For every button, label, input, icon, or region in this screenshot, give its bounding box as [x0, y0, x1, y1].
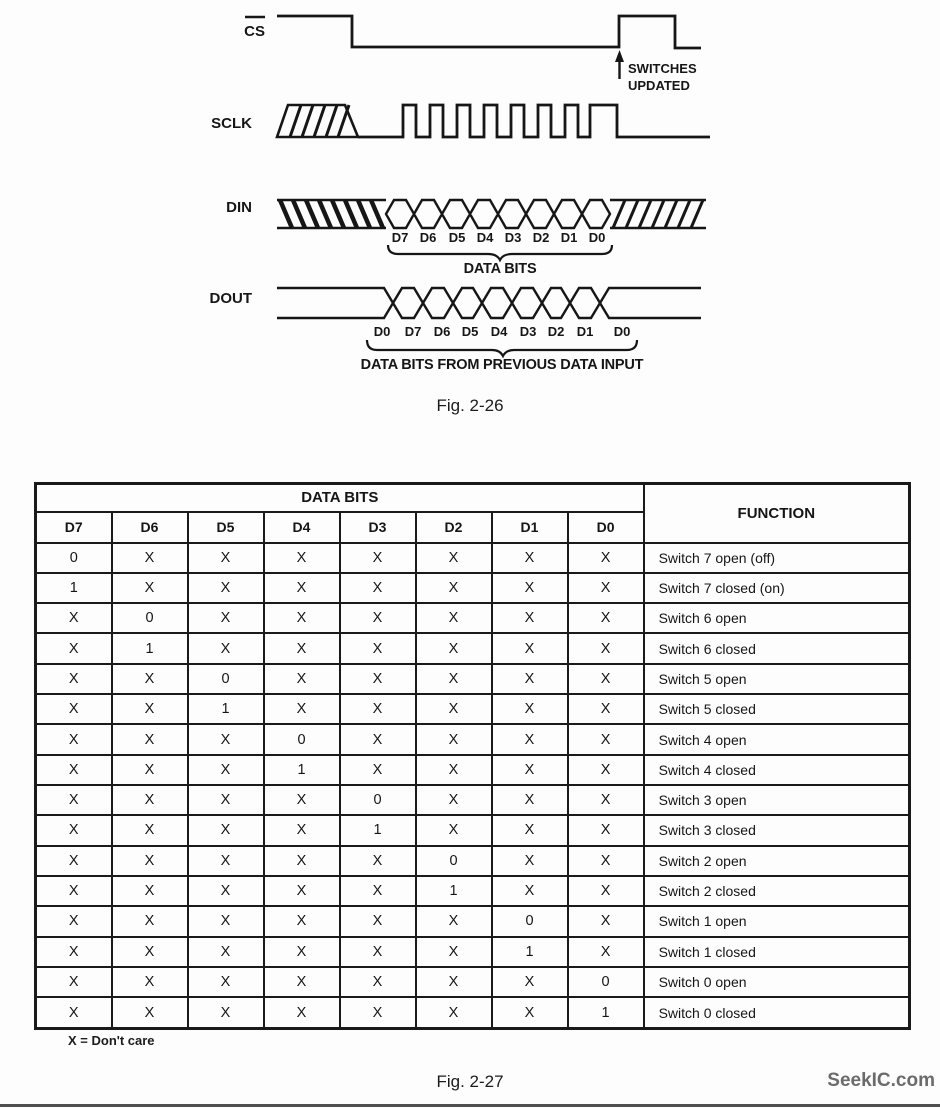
bit-cell: X	[36, 846, 112, 876]
function-cell: Switch 6 closed	[644, 633, 910, 663]
bit-cell: X	[36, 633, 112, 663]
bit-cell: 0	[568, 967, 644, 997]
bit-header-d5: D5	[188, 512, 264, 543]
table-row	[36, 664, 910, 694]
table-row	[36, 876, 910, 906]
bit-cell: X	[340, 997, 416, 1028]
bit-cell: X	[340, 573, 416, 603]
table-row	[36, 633, 910, 663]
dout-bit-label: D1	[576, 324, 594, 339]
bit-header-d7: D7	[36, 512, 112, 543]
din-bit-label: D0	[588, 230, 606, 245]
dout-bit-label: D7	[404, 324, 422, 339]
dont-care-footnote: X = Don't care	[68, 1033, 155, 1048]
bit-cell: X	[188, 755, 264, 785]
function-cell: Switch 6 open	[644, 603, 910, 633]
bit-cell: X	[264, 937, 340, 967]
table-row	[36, 694, 910, 724]
table-row	[36, 603, 910, 633]
function-cell: Switch 2 closed	[644, 876, 910, 906]
bit-cell: 1	[112, 633, 188, 663]
bit-cell: 1	[416, 876, 492, 906]
timing-diagram	[0, 0, 940, 430]
bit-cell: X	[568, 937, 644, 967]
data-bits-group-header: DATA BITS	[36, 484, 644, 512]
function-header: FUNCTION	[644, 484, 910, 543]
bit-cell: 1	[340, 815, 416, 845]
bit-cell: X	[492, 664, 568, 694]
dout-brace	[367, 340, 637, 356]
bit-cell: 1	[492, 937, 568, 967]
bit-cell: 0	[416, 846, 492, 876]
bit-cell: X	[264, 906, 340, 936]
bit-cell: X	[340, 937, 416, 967]
bit-cell: X	[112, 724, 188, 754]
table-row	[36, 937, 910, 967]
function-cell: Switch 4 closed	[644, 755, 910, 785]
bit-cell: X	[492, 573, 568, 603]
table-row	[36, 543, 910, 573]
figure-caption-2-27: Fig. 2-27	[436, 1072, 504, 1091]
bit-cell: X	[492, 603, 568, 633]
bit-header-d4: D4	[264, 512, 340, 543]
bit-cell: X	[112, 785, 188, 815]
switches-updated-arrowhead	[615, 50, 624, 62]
bit-cell: X	[416, 724, 492, 754]
bit-cell: X	[188, 573, 264, 603]
function-cell: Switch 7 closed (on)	[644, 573, 910, 603]
bit-cell: 1	[264, 755, 340, 785]
bit-cell: X	[36, 997, 112, 1028]
table-row	[36, 846, 910, 876]
bit-cell: X	[36, 937, 112, 967]
bit-cell: X	[36, 906, 112, 936]
function-cell: Switch 2 open	[644, 846, 910, 876]
bit-cell: X	[416, 967, 492, 997]
dout-brace-label: DATA BITS FROM PREVIOUS DATA INPUT	[360, 357, 644, 373]
bit-header-d6: D6	[112, 512, 188, 543]
bit-cell: X	[416, 815, 492, 845]
bit-cell: X	[188, 603, 264, 633]
bit-cell: X	[416, 755, 492, 785]
bit-cell: X	[36, 603, 112, 633]
table-body	[36, 543, 910, 1029]
dout-bit-label: D4	[490, 324, 508, 339]
bit-cell: X	[188, 967, 264, 997]
bit-cell: X	[340, 876, 416, 906]
bit-cell: X	[188, 846, 264, 876]
bit-cell: 1	[188, 694, 264, 724]
bit-cell: X	[340, 543, 416, 573]
bit-cell: X	[188, 937, 264, 967]
bit-cell: X	[492, 846, 568, 876]
cs-signal-label: CS	[244, 23, 265, 40]
bit-cell: X	[568, 846, 644, 876]
bit-cell: X	[264, 815, 340, 845]
bit-cell: X	[188, 997, 264, 1028]
bit-cell: X	[264, 876, 340, 906]
bit-cell: X	[188, 724, 264, 754]
bit-cell: X	[416, 664, 492, 694]
bit-cell: X	[188, 633, 264, 663]
bit-cell: X	[340, 967, 416, 997]
bit-cell: 0	[492, 906, 568, 936]
bit-cell: X	[112, 876, 188, 906]
bit-cell: X	[36, 755, 112, 785]
table-row	[36, 967, 910, 997]
cs-waveform	[277, 16, 701, 48]
bit-cell: X	[492, 785, 568, 815]
bit-cell: X	[492, 997, 568, 1028]
bit-cell: X	[568, 664, 644, 694]
bit-cell: X	[36, 967, 112, 997]
bit-cell: X	[188, 543, 264, 573]
bit-cell: X	[264, 967, 340, 997]
bit-cell: X	[340, 664, 416, 694]
bit-cell: X	[568, 876, 644, 906]
function-cell: Switch 3 closed	[644, 815, 910, 845]
bit-header-d1: D1	[492, 512, 568, 543]
bit-cell: X	[568, 573, 644, 603]
bit-cell: X	[568, 906, 644, 936]
bit-cell: X	[188, 785, 264, 815]
bit-cell: X	[264, 573, 340, 603]
din-bit-label: D5	[448, 230, 466, 245]
din-bit-label: D1	[560, 230, 578, 245]
function-cell: Switch 4 open	[644, 724, 910, 754]
bit-cell: X	[112, 967, 188, 997]
bit-cell: X	[416, 543, 492, 573]
bit-cell: X	[416, 997, 492, 1028]
bit-cell: X	[568, 543, 644, 573]
function-cell: Switch 1 open	[644, 906, 910, 936]
dout-signal-label: DOUT	[209, 290, 252, 307]
din-data-cells	[386, 200, 610, 228]
table-row	[36, 815, 910, 845]
bit-cell: X	[492, 724, 568, 754]
dout-bit-label: D3	[519, 324, 537, 339]
din-bit-label: D7	[391, 230, 409, 245]
bit-cell: X	[568, 633, 644, 663]
bit-cell: X	[36, 694, 112, 724]
table-row	[36, 573, 910, 603]
bit-cell: X	[492, 876, 568, 906]
seekic-watermark: SeekIC.com	[827, 1070, 935, 1091]
switches-updated-label-line1: SWITCHES	[628, 61, 697, 76]
bit-cell: X	[568, 724, 644, 754]
bit-cell: X	[264, 694, 340, 724]
bit-cell: X	[264, 633, 340, 663]
function-cell: Switch 5 closed	[644, 694, 910, 724]
bit-cell: X	[416, 573, 492, 603]
bit-cell: X	[36, 876, 112, 906]
bit-cell: X	[340, 633, 416, 663]
switches-updated-label-line2: UPDATED	[628, 78, 690, 93]
bit-cell: X	[340, 755, 416, 785]
din-signal-label: DIN	[226, 199, 252, 216]
bit-cell: X	[112, 694, 188, 724]
bit-cell: X	[492, 815, 568, 845]
bit-cell: X	[188, 876, 264, 906]
bit-cell: X	[492, 633, 568, 663]
din-bit-label: D6	[419, 230, 437, 245]
switch-truth-table	[34, 482, 911, 1030]
bit-cell: 0	[188, 664, 264, 694]
dout-bit-label: D2	[547, 324, 565, 339]
bit-cell: 0	[340, 785, 416, 815]
bit-cell: X	[112, 573, 188, 603]
bit-cell: X	[112, 755, 188, 785]
table-row	[36, 906, 910, 936]
bit-cell: X	[112, 846, 188, 876]
din-trailing-hatch	[613, 200, 703, 228]
dout-bit-label: D5	[461, 324, 479, 339]
table-row	[36, 724, 910, 754]
dout-bit-label: D0	[373, 324, 391, 339]
dout-bit-label: D0	[613, 324, 631, 339]
bit-cell: X	[264, 846, 340, 876]
bit-cell: X	[112, 664, 188, 694]
sclk-hatch-stripes	[290, 105, 349, 137]
bit-cell: 1	[568, 997, 644, 1028]
bit-cell: X	[416, 937, 492, 967]
function-cell: Switch 1 closed	[644, 937, 910, 967]
bit-cell: X	[36, 664, 112, 694]
table-row	[36, 997, 910, 1028]
figure-caption-2-26: Fig. 2-26	[436, 396, 504, 415]
function-cell: Switch 5 open	[644, 664, 910, 694]
bit-cell: X	[492, 755, 568, 785]
bit-cell: X	[340, 906, 416, 936]
bit-cell: X	[340, 724, 416, 754]
din-leading-hatch	[280, 200, 383, 228]
bit-cell: X	[188, 815, 264, 845]
bit-cell: X	[416, 694, 492, 724]
bit-cell: X	[188, 906, 264, 936]
bit-cell: X	[416, 906, 492, 936]
bit-cell: X	[112, 997, 188, 1028]
table-group-header-row	[36, 484, 910, 512]
bit-cell: X	[568, 755, 644, 785]
bit-cell: X	[492, 543, 568, 573]
bit-cell: X	[568, 815, 644, 845]
bit-cell: X	[36, 815, 112, 845]
bit-cell: X	[340, 603, 416, 633]
page-bottom-rule	[0, 1104, 940, 1107]
bit-header-d0: D0	[568, 512, 644, 543]
bit-header-d3: D3	[340, 512, 416, 543]
bit-cell: 0	[264, 724, 340, 754]
bit-cell: X	[112, 543, 188, 573]
bit-cell: X	[340, 694, 416, 724]
bit-cell: X	[264, 664, 340, 694]
bit-cell: X	[568, 694, 644, 724]
bit-cell: X	[112, 906, 188, 936]
bit-cell: X	[264, 603, 340, 633]
bit-cell: X	[416, 785, 492, 815]
bit-cell: X	[568, 603, 644, 633]
din-bit-label: D2	[532, 230, 550, 245]
function-cell: Switch 0 open	[644, 967, 910, 997]
table-row	[36, 755, 910, 785]
bit-cell: X	[112, 815, 188, 845]
sclk-signal-label: SCLK	[211, 115, 252, 132]
bit-cell: 0	[112, 603, 188, 633]
bit-cell: X	[416, 603, 492, 633]
bit-cell: X	[416, 633, 492, 663]
bit-cell: X	[340, 846, 416, 876]
bit-cell: 0	[36, 543, 112, 573]
bit-cell: X	[36, 785, 112, 815]
function-cell: Switch 3 open	[644, 785, 910, 815]
din-brace-label: DATA BITS	[463, 261, 537, 277]
dout-bit-label: D6	[433, 324, 451, 339]
bit-cell: X	[492, 694, 568, 724]
bit-cell: 1	[36, 573, 112, 603]
sclk-waveform	[358, 105, 710, 137]
din-bit-label: D3	[504, 230, 522, 245]
din-brace	[388, 245, 612, 260]
bit-cell: X	[264, 543, 340, 573]
bit-cell: X	[568, 785, 644, 815]
table-row	[36, 785, 910, 815]
function-cell: Switch 7 open (off)	[644, 543, 910, 573]
bit-cell: X	[492, 967, 568, 997]
bit-header-d2: D2	[416, 512, 492, 543]
bit-cell: X	[264, 997, 340, 1028]
bit-cell: X	[264, 785, 340, 815]
function-cell: Switch 0 closed	[644, 997, 910, 1028]
bit-cell: X	[36, 724, 112, 754]
bit-cell: X	[112, 937, 188, 967]
din-bit-label: D4	[476, 230, 494, 245]
